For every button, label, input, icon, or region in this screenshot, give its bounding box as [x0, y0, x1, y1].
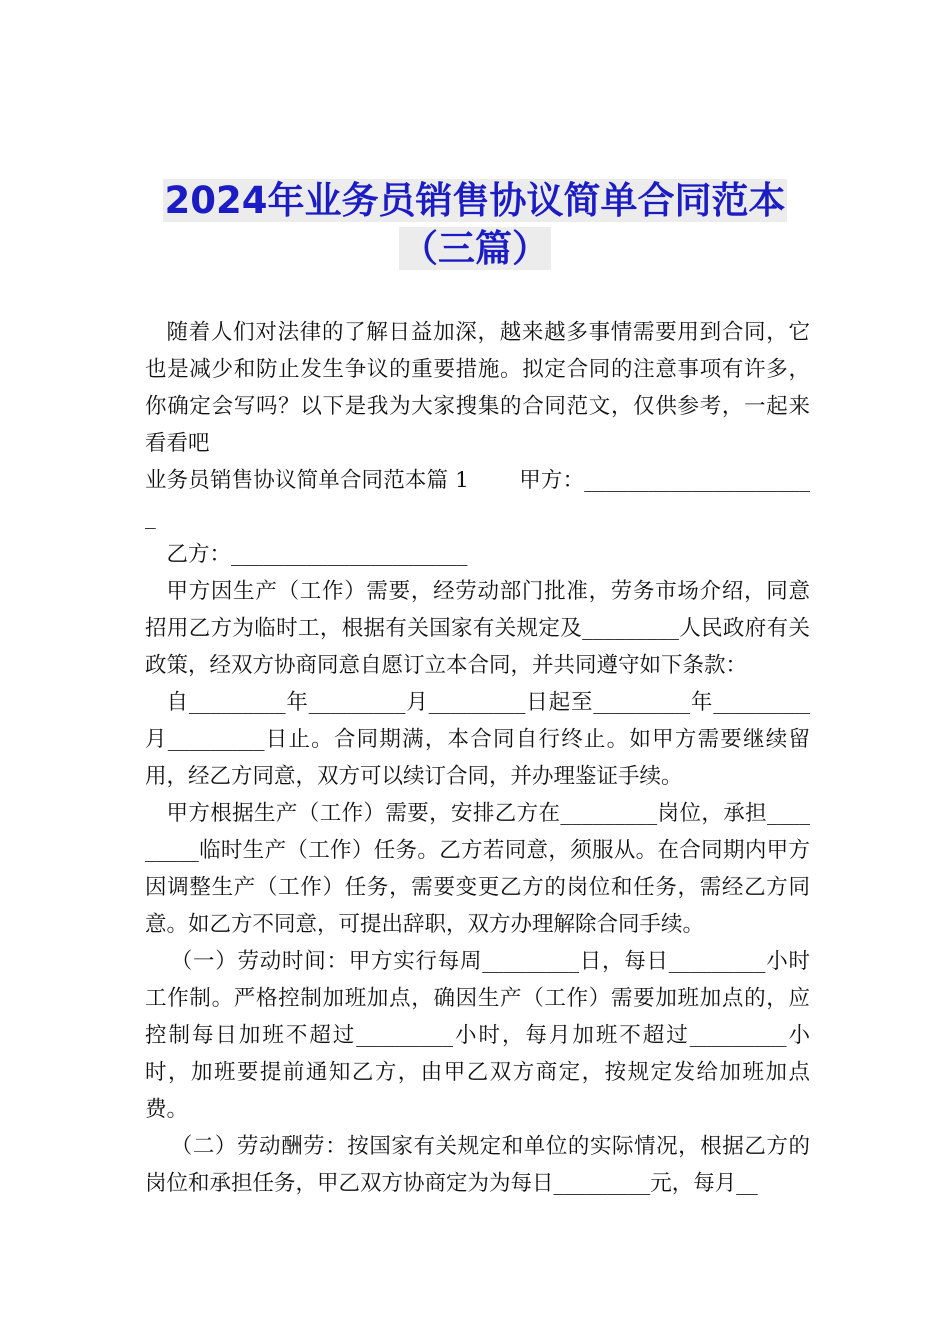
- intro-paragraph: 随着人们对法律的了解日益加深，越来越多事情需要用到合同，它也是减少和防止发生争议的重要措施。拟定合同的注意事项有许多，你确定会写吗？以下是我为大家搜集的合同范文，仅供参考，一起来看看吧: [145, 320, 810, 456]
- clause-paragraph: （二）劳动酬劳：按国家有关规定和单位的实际情况，根据乙方的岗位和承担任务，甲乙双方协商定为为每日_________元，每月__: [145, 1134, 810, 1196]
- clause-paragraph: （一）劳动时间：甲方实行每周_________日，每日_________小时工作制。严格控制加班加点，确因生产（工作）需要加班加点的，应控制每日加班不超过_________小时，每月加班不超过_________小时，加班要提前通知乙方，由甲乙双方商定，按规定发给加班加点费。: [145, 949, 810, 1122]
- document-title-line2: （三篇）: [401, 227, 549, 270]
- party-b-line: 乙方：______________________: [166, 542, 468, 567]
- section-heading-contract-1: 业务员销售协议简单合同范本篇 1 甲方：______________________: [145, 468, 810, 530]
- document-title-line1: 2024年业务员销售协议简单合同范本: [164, 179, 786, 222]
- document-body: [145, 314, 810, 1202]
- clause-paragraph: 自_________年_________月_________日起至_________年_________月_________日止。合同期满，本合同自行终止。如甲方需要继续留用，经乙方同意，双方可以续订合同，并办理鉴证手续。: [145, 690, 810, 789]
- clause-paragraph: 甲方根据生产（工作）需要，安排乙方在_________岗位，承担_________临时生产（工作）任务。乙方若同意，须服从。在合同期内甲方因调整生产（工作）任务，需要变更乙方的岗位和任务，需经乙方同意。如乙方不同意，可提出辞职，双方办理解除合同手续。: [145, 801, 810, 937]
- clause-paragraph: 甲方因生产（工作）需要，经劳动部门批准，劳务市场介绍，同意招用乙方为临时工，根据有关国家有关规定及_________人民政府有关政策，经双方协商同意自愿订立本合同，并共同遵守如下条款：: [145, 579, 810, 678]
